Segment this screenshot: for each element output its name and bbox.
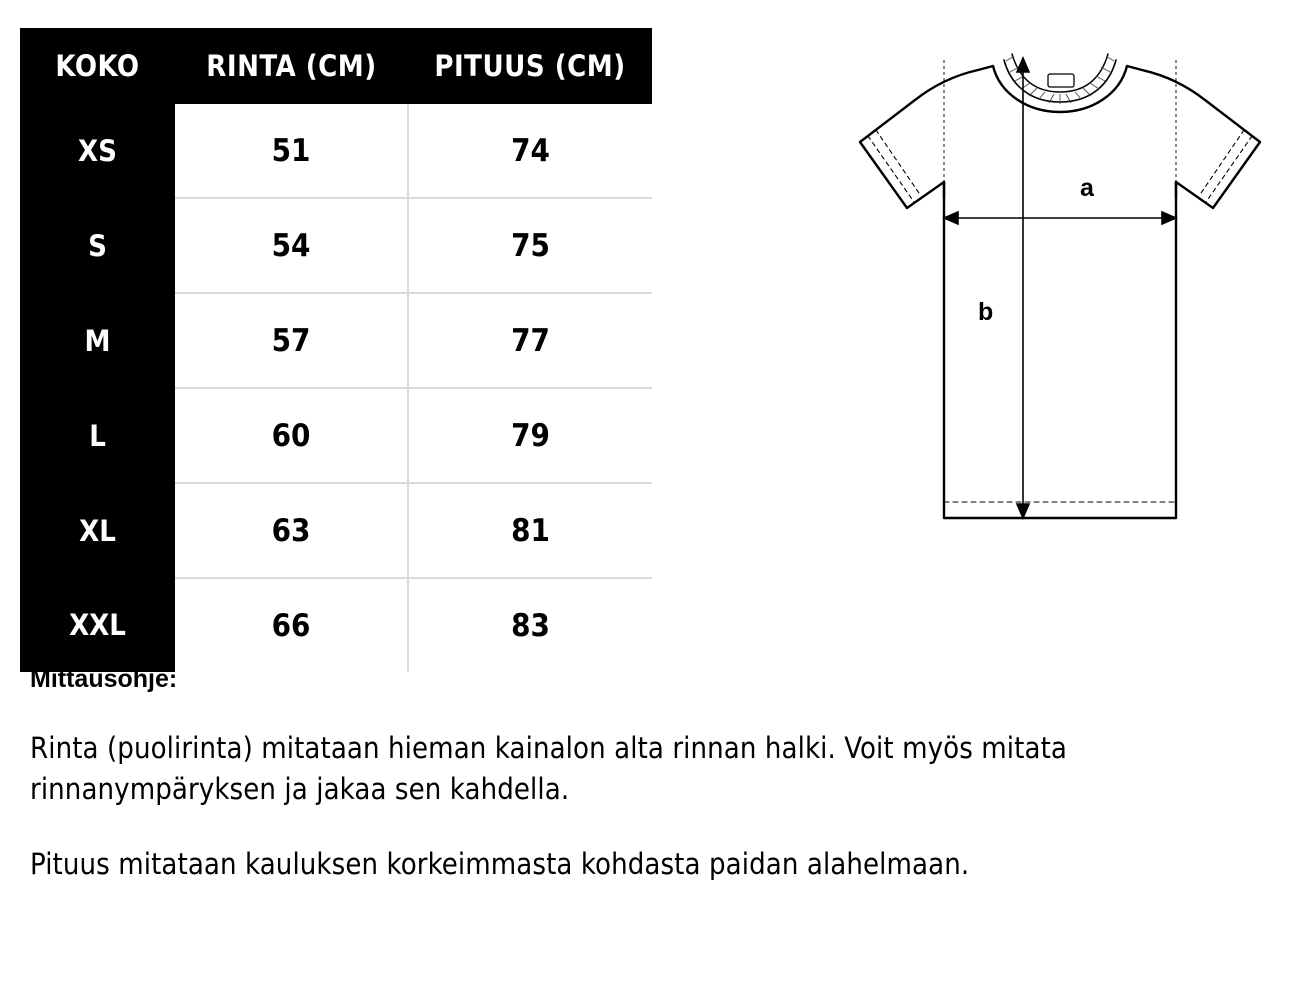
table-row xyxy=(20,388,652,483)
cell-chest: 51 xyxy=(175,104,408,198)
cell-length: 81 xyxy=(408,483,652,578)
cell-size: XXL xyxy=(20,578,175,672)
cell-length: 75 xyxy=(408,198,652,293)
cell-chest: 54 xyxy=(175,198,408,293)
cell-length: 83 xyxy=(408,578,652,672)
cell-length: 77 xyxy=(408,293,652,388)
cell-size: M xyxy=(20,293,175,388)
measurement-instructions xyxy=(30,665,1270,920)
table-row xyxy=(20,578,652,672)
cell-size: S xyxy=(20,198,175,293)
table-row xyxy=(20,104,652,198)
cell-length: 79 xyxy=(408,388,652,483)
column-header-length: PITUUS (CM) xyxy=(408,28,652,104)
table-body xyxy=(20,104,652,672)
cell-length: 74 xyxy=(408,104,652,198)
cell-chest: 57 xyxy=(175,293,408,388)
table-row xyxy=(20,198,652,293)
table-row xyxy=(20,293,652,388)
cell-chest: 63 xyxy=(175,483,408,578)
table-header-row xyxy=(20,28,652,104)
table-header xyxy=(20,28,652,104)
instructions-paragraph-length: Pituus mitataan kauluksen korkeimmasta kohdasta paidan alahelmaan. xyxy=(30,847,970,882)
cell-chest: 60 xyxy=(175,388,408,483)
tshirt-illustration-svg xyxy=(660,20,1280,600)
cell-chest: 66 xyxy=(175,578,408,672)
label-a: a xyxy=(1080,174,1094,202)
cell-size: L xyxy=(20,388,175,483)
cell-size: XS xyxy=(20,104,175,198)
column-header-size: KOKO xyxy=(20,28,175,104)
tshirt-diagram xyxy=(660,20,1280,600)
size-chart-table xyxy=(20,28,652,672)
instructions-paragraph-chest: Rinta (puolirinta) mitataan hieman kainalon alta rinnan halki. Voit myös mitata rinnanympäryksen ja jakaa sen kahdella. xyxy=(30,731,1067,807)
label-b: b xyxy=(978,298,994,326)
table-row xyxy=(20,483,652,578)
instructions-heading: Mittausohje: xyxy=(30,665,178,693)
cell-size: XL xyxy=(20,483,175,578)
column-header-chest: RINTA (CM) xyxy=(175,28,408,104)
